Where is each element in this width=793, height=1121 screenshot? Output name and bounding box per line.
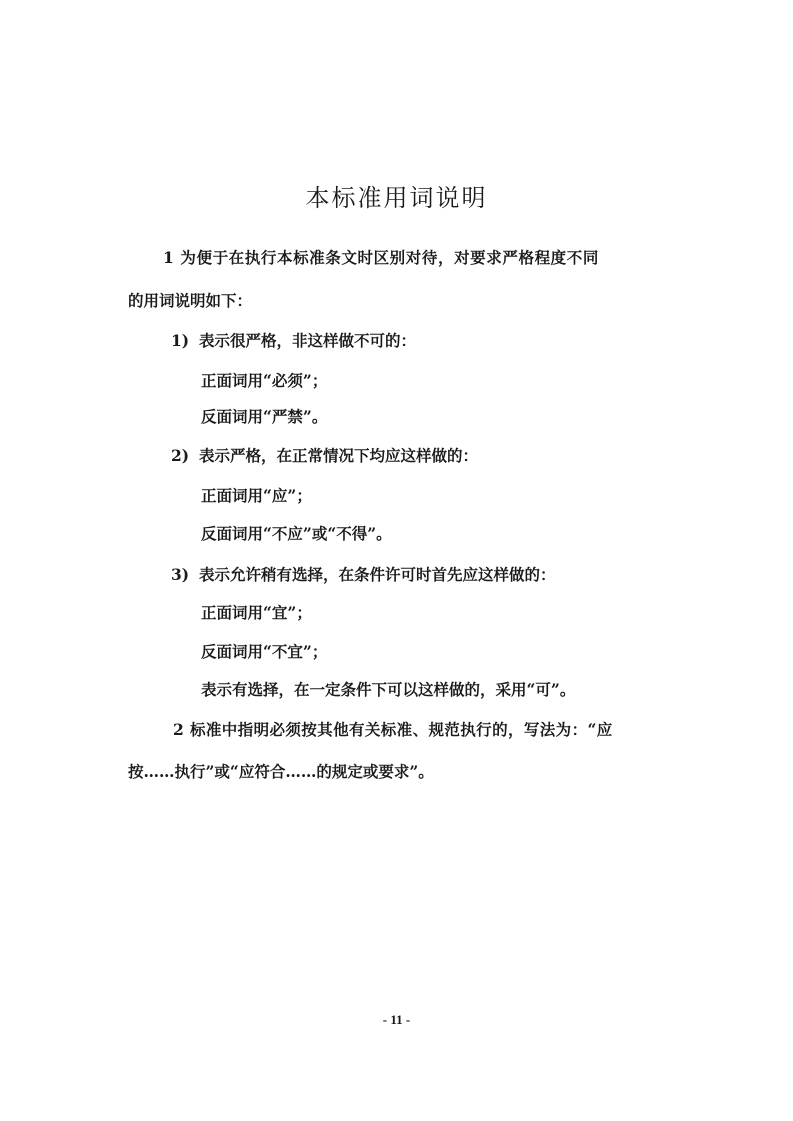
item-1-number: 1) [171,331,190,350]
item-3-number: 3) [171,565,190,584]
item-3-negative: 反面词用“不宜”； [201,642,328,661]
item-2 [171,444,478,466]
item-2-text: 表示严格，在正常情况下均应这样做的： [199,446,479,465]
item-1-positive: 正面词用“必须”； [201,371,328,390]
item-2-number: 2) [171,446,190,465]
item-2-positive: 正面词用“应”； [201,486,312,505]
item-2-negative: 反面词用“不应”或“不得”。 [201,524,392,543]
paragraph-2-line-1: 2 标准中指明必须按其他有关标准、规范执行的，写法为：“应 [173,720,613,739]
paragraph-1-line-2: 的用词说明如下： [128,291,253,310]
paragraph-1-line-1: 1 为便于在执行本标准条文时区别对待，对要求严格程度不同 [163,248,599,267]
item-3-text: 表示允许稍有选择，在条件许可时首先应这样做的： [199,565,556,584]
item-3 [171,563,556,585]
page-title: 本标准用词说明 [305,184,488,212]
item-3-extra: 表示有选择，在一定条件下可以这样做的，采用“可”。 [201,680,576,699]
page-number: - 11 - [382,1012,411,1027]
item-3-positive: 正面词用“宜”； [201,603,312,622]
item-1 [171,329,416,351]
paragraph-2-line-2: 按……执行”或“应符合……的规定或要求”。 [128,762,434,781]
item-1-text: 表示很严格，非这样做不可的： [199,331,417,350]
item-1-negative: 反面词用“严禁”。 [201,407,328,426]
